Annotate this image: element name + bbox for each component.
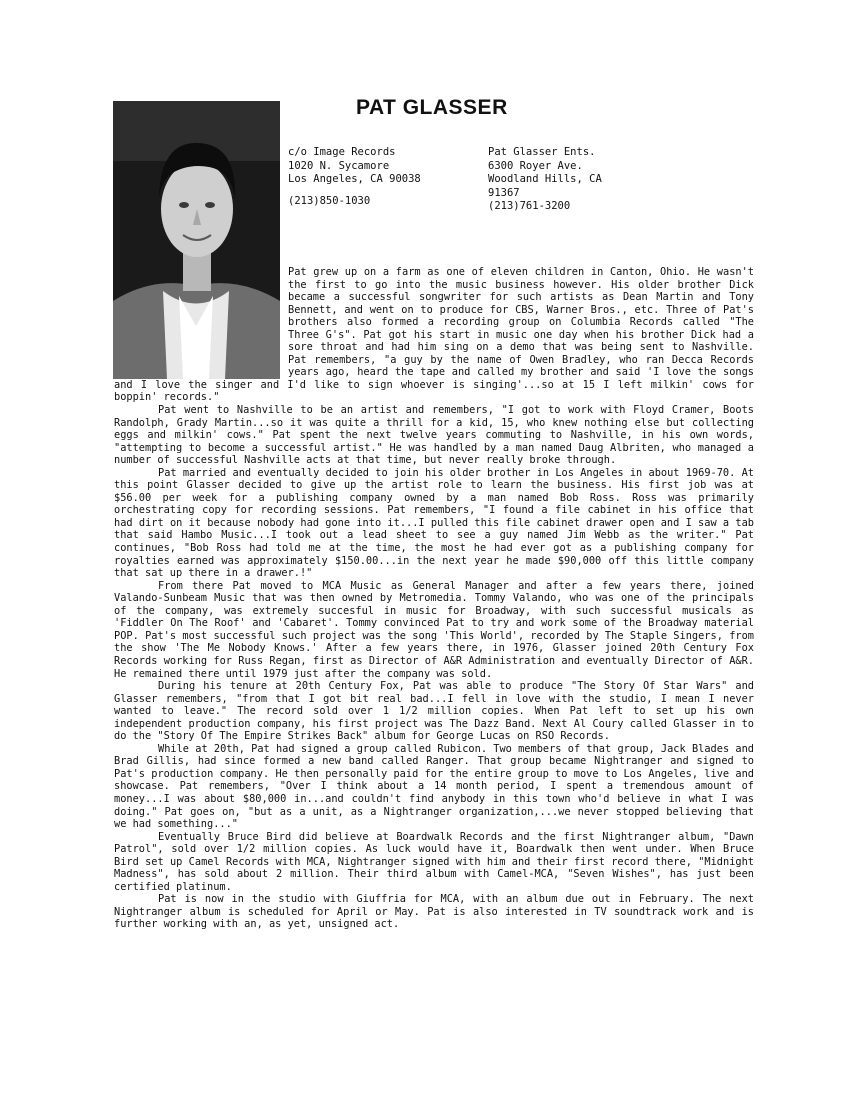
address-image-records xyxy=(288,146,421,208)
address-glasser-ents xyxy=(488,146,602,214)
address-line: Pat Glasser Ents. xyxy=(488,146,596,158)
address-line: 1020 N. Sycamore xyxy=(288,159,390,172)
bio-paragraph: Pat is now in the studio with Giuffria for MCA, with an album due out in February. The next Nightranger album is scheduled for April or May. Pat is also interested in TV soundtrack work and is further working with an, as yet, unsigned act. xyxy=(114,893,754,931)
bio-paragraph: Pat went to Nashville to be an artist and remembers, "I got to work with Floyd Cramer, Boots Randolph, Grady Martin...so it was quite a thrill for a kid, 15, who knew nothing else but collecting eggs and milkin' cows." Pat spent the next twelve years commuting to Nashville, in his own words, "attempting to become a successful artist." He was handled by a man named Daug Albriten, who managed a number of successful Nashville acts at that time, but never really broke through. xyxy=(114,404,754,467)
bio-paragraph: During his tenure at 20th Century Fox, Pat was able to produce "The Story Of Star Wars" and Glasser remembers, "from that I got bit real bad...I fell in love with the studio, I mean I never wanted to leave." The record sold over 1 1/2 million copies. When Pat left to set up his own independent production company, his first project was The Dazz Band. Next Al Coury called Glasser in to do the "Story Of The Empire Strikes Back" album for George Lucas on RSO Records. xyxy=(114,680,754,743)
bio-paragraph: Pat married and eventually decided to join his older brother in Los Angeles in about 1969-70. At this point Glasser decided to give up the artist role to learn the business. His first job was at $56.00 per week for a publishing company owned by a man named Bob Ross. Ross was primarily orchestrating copy for recording sessions. Pat remembers, "I found a file cabinet in his office that had dirt on it because nobody had gone into it...I pulled this file cabinet drawer open and I saw a tab that said Hambo Music...I took out a lead sheet to see a guy named Jim Webb as the writer." Pat continues, "Bob Ross had told me at the time, the most he had ever got as a publishing company for royalties earned was approximately $150.00...in the next year he made $90,000 off this little company that sat up there in a drawer.!" xyxy=(114,466,754,580)
address-line: Los Angeles, CA 90038 xyxy=(288,173,421,185)
address-line: 91367 xyxy=(488,186,520,199)
biography-text xyxy=(114,266,754,931)
phone-number: (213)850-1030 xyxy=(288,194,371,207)
bio-paragraph: Eventually Bruce Bird did believe at Boardwalk Records and the first Nightranger album, "Dawn Patrol", sold over 1/2 million copies. As luck would have it, Boardwalk then went under. When Bruce Bird set up Camel Records with MCA, Nightranger signed with him and their first record there, "Midnight Madness", has sold about 2 million. Their third album with Camel-MCA, "Seven Wishes", has just been certified platinum. xyxy=(114,830,754,893)
address-line: c/o Image Records xyxy=(288,146,396,158)
phone-number: (213)761-3200 xyxy=(488,200,571,212)
bio-paragraph: Pat grew up on a farm as one of eleven children in Canton, Ohio. He wasn't the first to go into the music business however. His older brother Dick became a successful songwriter for such artists as Dean Martin and Tony Bennett, and went on to produce for CBS, Warner Bros., etc. Three of Pat's brothers also formed a recording group on Columbia Records called "The Three G's". Pat got his start in music one day when his brother Dick had a sore throat and had him sing on a demo that was being sent to Nashville. Pat remembers, "a guy by the name of Owen Bradley, who ran Decca Records years ago, heard the tape and called my brother and said 'I love the songs and I love the singer and I'd like to sign whoever is singing'...so at 15 I left milkin' cows for boppin' records." xyxy=(114,266,754,404)
bio-paragraph: From there Pat moved to MCA Music as General Manager and after a few years there, joined Valando-Sunbeam Music that was then owned by Metromedia. Tommy Valando, who was one of the principals of the company, was extremely succesful in music for Broadway, with such successful musicals as 'Fiddler On The Roof' and 'Cabaret'. Tommy convinced Pat to try and work some of the Broadway material POP. Pat's most successful such project was the song 'This World', recorded by The Staple Singers, from the show 'The Me Nobody Knows.' After a few years there, in 1976, Glasser joined 20th Century Fox Records working for Russ Regan, first as Director of A&R Administration and eventually Director of A&R. He remained there until 1979 just after the company was sold. xyxy=(114,579,754,680)
address-line: 6300 Royer Ave. xyxy=(488,159,583,172)
page-title: PAT GLASSER xyxy=(356,96,508,119)
address-line: Woodland Hills, CA xyxy=(488,173,602,185)
bio-paragraph: While at 20th, Pat had signed a group called Rubicon. Two members of that group, Jack Blades and Brad Gillis, had since formed a new band called Ranger. That group became Nightranger and signed to Pat's production company. He then personally paid for the entire group to move to Los Angeles, live and showcase. Pat remembers, "Over I think about a 14 month period, I spent a tremendous amount of money...I was about $80,000 in...and couldn't find anybody in this town who'd believe in what I was doing." Pat goes on, "but as a unit, as a Nightranger organization,...we never stopped believing that we had something..." xyxy=(114,742,754,831)
